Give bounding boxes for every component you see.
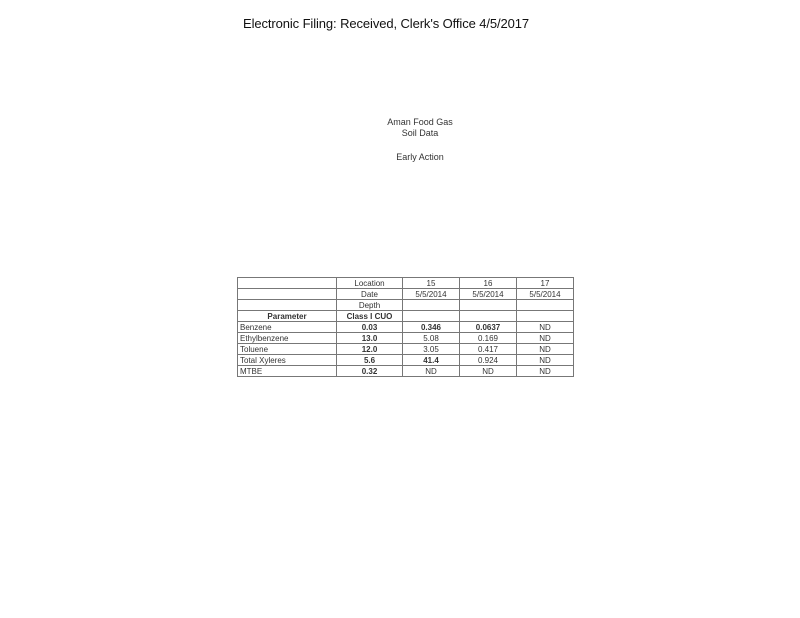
table-row	[238, 333, 574, 344]
table-row	[238, 355, 574, 366]
sample-location: 16	[460, 278, 517, 289]
parameter-name: Ethylbenzene	[238, 333, 337, 344]
result-value: 0.417	[460, 344, 517, 355]
depth-label: Depth	[337, 300, 403, 311]
criteria-value: 13.0	[337, 333, 403, 344]
blank-cell	[403, 311, 460, 322]
result-value: ND	[460, 366, 517, 377]
result-value: 0.924	[460, 355, 517, 366]
criteria-value: 5.6	[337, 355, 403, 366]
sample-date: 5/5/2014	[403, 289, 460, 300]
blank-cell	[460, 300, 517, 311]
document-subtitle: Soil Data	[401, 128, 439, 138]
header-row	[238, 311, 574, 322]
result-value: 5.08	[403, 333, 460, 344]
criteria-value: 12.0	[337, 344, 403, 355]
result-value: 0.346	[403, 322, 460, 333]
result-value: ND	[517, 366, 574, 377]
criteria-header: Class I CUO	[337, 311, 403, 322]
result-value: ND	[517, 322, 574, 333]
blank-cell	[460, 311, 517, 322]
soil-data-table	[237, 277, 574, 377]
blank-cell	[238, 289, 337, 300]
blank-cell	[238, 278, 337, 289]
blank-cell	[403, 300, 460, 311]
blank-cell	[238, 300, 337, 311]
table-row	[238, 366, 574, 377]
sample-date: 5/5/2014	[517, 289, 574, 300]
parameter-name: MTBE	[238, 366, 337, 377]
location-row	[238, 278, 574, 289]
table-row	[238, 344, 574, 355]
result-value: 0.0637	[460, 322, 517, 333]
parameter-name: Benzene	[238, 322, 337, 333]
date-label: Date	[337, 289, 403, 300]
sample-date: 5/5/2014	[460, 289, 517, 300]
criteria-value: 0.32	[337, 366, 403, 377]
filing-stamp: Electronic Filing: Received, Clerk's Office 4/5/2017	[243, 16, 530, 31]
blank-cell	[517, 300, 574, 311]
parameter-name: Total Xyleres	[238, 355, 337, 366]
parameter-name: Toluene	[238, 344, 337, 355]
parameter-header: Parameter	[238, 311, 337, 322]
phase-title: Early Action	[396, 152, 444, 162]
date-row	[238, 289, 574, 300]
result-value: ND	[403, 366, 460, 377]
result-value: 0.169	[460, 333, 517, 344]
sample-location: 17	[517, 278, 574, 289]
depth-row	[238, 300, 574, 311]
result-value: ND	[517, 355, 574, 366]
result-value: 3.05	[403, 344, 460, 355]
result-value: 41.4	[403, 355, 460, 366]
sample-location: 15	[403, 278, 460, 289]
location-label: Location	[337, 278, 403, 289]
table-row	[238, 322, 574, 333]
result-value: ND	[517, 344, 574, 355]
criteria-value: 0.03	[337, 322, 403, 333]
result-value: ND	[517, 333, 574, 344]
blank-cell	[517, 311, 574, 322]
site-name: Aman Food Gas	[387, 117, 453, 127]
